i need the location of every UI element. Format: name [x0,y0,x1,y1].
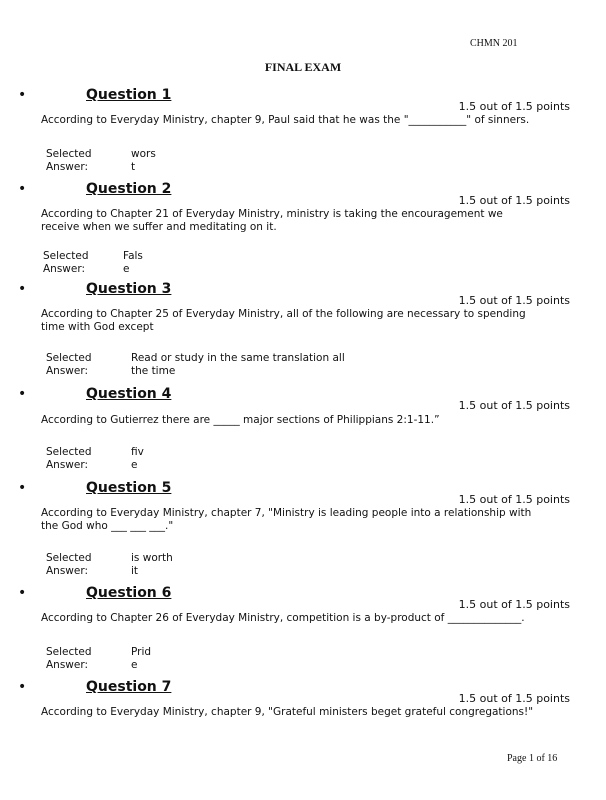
question-points: 1.5 out of 1.5 points [458,294,570,307]
selected-answer-label: Selected Answer: [46,352,92,377]
question-text: According to Chapter 26 of Everyday Ministry, competition is a by-product of ______________. [41,612,525,624]
question-points: 1.5 out of 1.5 points [458,493,570,506]
page-number: Page 1 of 16 [507,753,558,764]
question-heading: Question 3 [86,281,172,297]
selected-answer-label: Selected Answer: [46,446,92,471]
question-text: According to Chapter 21 of Everyday Ministry, ministry is taking the encouragement we receive when we suffer and meditating on it. [41,208,503,233]
question-heading: Question 5 [86,480,172,496]
selected-answer-value: Read or study in the same translation all the time [131,352,345,377]
selected-answer-label: Selected Answer: [46,552,92,577]
selected-answer-label: Selected Answer: [46,148,92,173]
bullet-icon: • [18,281,27,297]
bullet-icon: • [18,386,27,402]
question-points: 1.5 out of 1.5 points [458,194,570,207]
bullet-icon: • [18,585,27,601]
question-points: 1.5 out of 1.5 points [458,100,570,113]
selected-answer-label: Selected Answer: [46,646,92,671]
bullet-icon: • [18,679,27,695]
bullet-icon: • [18,87,27,103]
bullet-icon: • [18,181,27,197]
question-heading: Question 7 [86,679,172,695]
course-code: CHMN 201 [470,38,518,49]
selected-answer-value: is worth it [131,552,173,577]
question-points: 1.5 out of 1.5 points [458,399,570,412]
question-heading: Question 2 [86,181,172,197]
selected-answer-label: Selected Answer: [43,250,89,275]
question-heading: Question 4 [86,386,172,402]
question-points: 1.5 out of 1.5 points [458,598,570,611]
question-text: According to Everyday Ministry, chapter 7, "Ministry is leading people into a relationship with the God who ___ ___ ___." [41,507,532,532]
selected-answer-value: Fals e [123,250,143,275]
question-text: According to Chapter 25 of Everyday Ministry, all of the following are necessary to spending time with God except [41,308,526,333]
question-text: According to Everyday Ministry, chapter 9, Paul said that he was the "___________" of sinners. [41,114,530,126]
question-heading: Question 1 [86,87,172,103]
selected-answer-value: fiv e [131,446,144,471]
bullet-icon: • [18,480,27,496]
question-text: According to Gutierrez there are _____ major sections of Philippians 2:1-11.” [41,414,440,426]
exam-title: FINAL EXAM [264,60,342,74]
selected-answer-value: Prid e [131,646,152,671]
question-heading: Question 6 [86,585,172,601]
selected-answer-value: wors t [131,148,156,173]
question-text: According to Everyday Ministry, chapter 9, "Grateful ministers beget grateful congregations!" [41,706,534,718]
question-points: 1.5 out of 1.5 points [458,692,570,705]
